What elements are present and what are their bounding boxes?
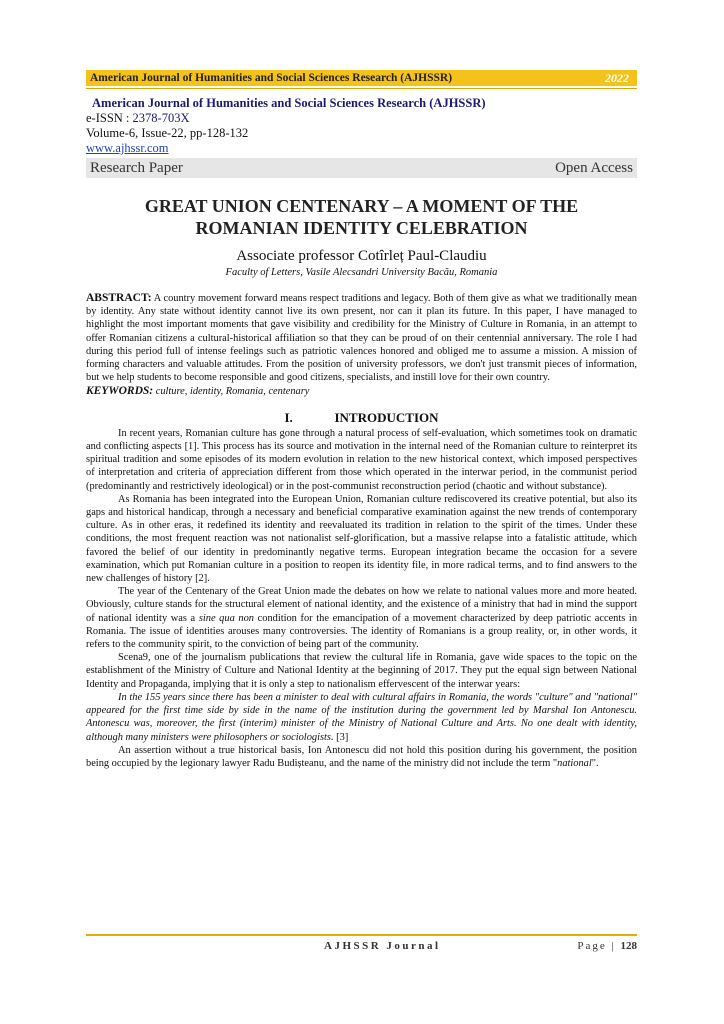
page-number-value: 128	[620, 940, 637, 952]
volume-info: Volume-6, Issue-22, pp-128-132	[86, 126, 249, 140]
abstract-text: A country movement forward means respect traditions and legacy. Both of them give as what we traditionally mean by identity. Any state without identity cannot live its own present, nor can it plan its future. In this paper, I have managed to highlight the most important moments that gave visibility and credibility for the Ministry of Culture in Romania, in an attempt to offer Romanian citizens a cultural-historical affiliation so that they can be proud of on their centennial anniversary. The role I had during this period full of intense feelings such as patriotic valences honored and obliged me to assume a mission. A mission of forming characters and valuable attitudes. From the position of university professors, we don't just transmit pieces of information, but we help students to become responsible and good citizens, specialists, and instill love for their own country.	[86, 293, 637, 384]
article-body	[86, 292, 637, 770]
access-type: Open Access	[555, 159, 633, 176]
journal-meta	[86, 96, 486, 156]
quote-reference: [3]	[333, 731, 349, 743]
paragraph-3-text-b: condition for the emancipation of a movement characterized by deep patriotic accents in Romania. The issue of identities arouses many controversies. The identity of Romanians is a group reality, or, in other words, it refers to the community spirit, to the conviction of being part of the community.	[86, 612, 638, 651]
issn-value: 2378-703X	[132, 111, 190, 125]
paragraph-3-italic: sine qua non	[198, 612, 254, 624]
paragraph-5	[86, 744, 637, 770]
journal-title: American Journal of Humanities and Social Sciences Research (AJHSSR)	[92, 96, 486, 110]
journal-header-bar	[86, 70, 637, 86]
keywords	[86, 385, 637, 398]
paragraph-5-text-a: An assertion without a true historical basis, Ion Antonescu did not hold this position during his government, the position being occupied by the legionary lawyer Radu Budișteanu, and the name of the ministry did not include the term "	[86, 744, 637, 769]
issn	[86, 111, 486, 126]
keywords-label: KEYWORDS:	[86, 385, 154, 398]
section-number: I.	[284, 409, 293, 425]
paragraph-3	[86, 585, 637, 651]
issn-label: e-ISSN :	[86, 111, 133, 125]
author-affiliation: Faculty of Letters, Vasile Alecsandri University Bacău, Romania	[225, 267, 498, 278]
paragraph-5-text-b: ".	[591, 757, 599, 769]
block-quote	[86, 691, 637, 744]
paragraph-1: In recent years, Romanian culture has gone through a natural process of self-evaluation, which sometimes took on dramatic and conflicting aspects [1]. This process has its source and motivation in the internal need of the Romanian culture to reinterpret its spiritual tradition and some episodes of its modern evolution in relation to the new historical context, which imposed perspectives of interpretation and criteria of appreciation different from those which operated in the interwar period, in the communist period (predominantly and restrictively ideological) or in the post-communist reconstruction period (chaotic and without substance).	[86, 427, 637, 492]
paper-type: Research Paper	[90, 159, 183, 176]
footer-rule	[86, 934, 637, 936]
abstract-label: ABSTRACT:	[86, 292, 152, 304]
journal-name: American Journal of Humanities and Social Sciences Research (AJHSSR)	[90, 72, 453, 84]
author-name: Associate professor Cotîrleț Paul-Claudiu	[236, 248, 487, 264]
paragraph-5-italic: national	[557, 757, 592, 769]
page-footer	[86, 940, 637, 952]
abstract	[86, 292, 637, 384]
paragraph-3-text-a: The year of the Centenary of the Great Union made the debates on how we relate to national values more and more heated. Obviously, culture stands for the structural element of national identity, and the existence of a ministry that had in mind the support of national identity was a	[86, 586, 637, 624]
article-title-line1: GREAT UNION CENTENARY – A MOMENT OF THE	[144, 196, 579, 216]
quote-text: In the 155 years since there has been a minister to deal with cultural affairs in Romania, the words "culture" and "national" appeared for the first time side by side in the name of the institution during the government led by Marshal Ion Antonescu. Antonescu was, moreover, the first (interim) minister of the Ministry of National Culture and Arts. No one dealt with identity, although many ministers were philosophers or sociologists.	[86, 691, 637, 743]
paragraph-2: As Romania has been integrated into the European Union, Romanian culture rediscovered its creative potential, but also its gaps and historical handicap, through a necessary and beneficial comparative examination against the new trends of contemporary culture. As in other eras, it redefined its identity and reevaluated its tradition in relation to the spirit of the times. Under these conditions, the most frequent reaction was not nationalist self-glorification, but a massive relapse into a fatalistic attitude, which favored the belief of our identity in predominantly negative terms. European integration became the occasion for a severe examination, which put Romanian culture in a position to reopen its identity file, in more radical terms, and to find answers to the new challenges of history [2].	[86, 493, 637, 585]
section-title: INTRODUCTION	[334, 409, 439, 425]
page-number	[577, 940, 637, 952]
journal-url-link[interactable]: www.ajhssr.com	[86, 141, 169, 155]
paper-type-bar	[86, 158, 637, 178]
article-title	[86, 195, 637, 239]
paragraph-4: Scena9, one of the journalism publications that review the cultural life in Romania, gave wide spaces to the topic on the establishment of the Ministry of Culture and National Identity at the beginning of 2017. They put the equal sign between National Identity and Propaganda, implying that it is only a step to nationalism effervescent of the interwar years:	[86, 652, 637, 690]
page-label: Page |	[577, 940, 621, 952]
keywords-text: culture, identity, Romania, centenary	[153, 386, 310, 398]
footer-journal: AJHSSR Journal	[324, 940, 441, 952]
article-title-line2: ROMANIAN IDENTITY CELEBRATION	[195, 218, 528, 238]
section-heading	[86, 411, 637, 424]
journal-year: 2022	[605, 70, 629, 85]
header-divider	[86, 88, 637, 89]
